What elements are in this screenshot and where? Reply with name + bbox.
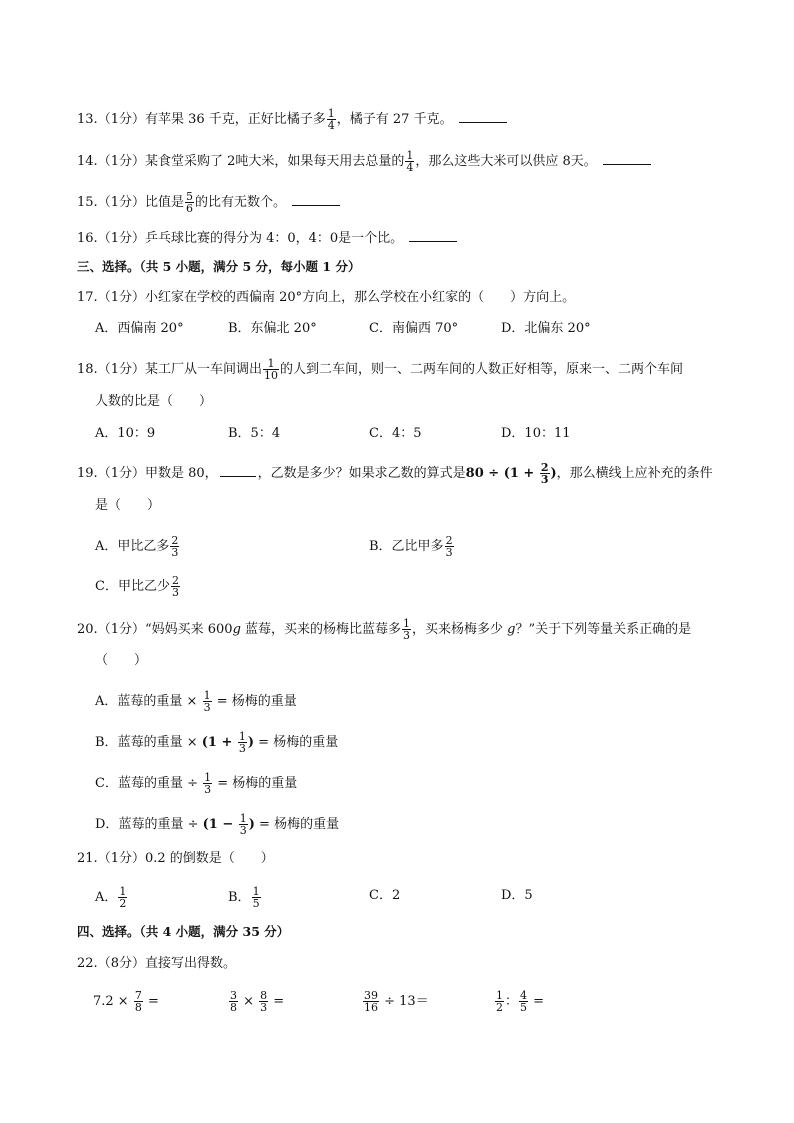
question-score: （1分）: [97, 231, 145, 246]
question-number: 15.: [77, 195, 98, 210]
question-text: ，那么这些大米可以供应 8天。: [415, 154, 597, 169]
calc-item-1: 7.2 × $\frac{7}{8}$ =: [93, 989, 159, 1014]
question-number: 18.: [77, 362, 98, 377]
option-a[interactable]: A．西偏南 20°: [95, 321, 184, 336]
option-b[interactable]: B．乙比甲多 $\frac{2}{3}$: [369, 534, 453, 559]
fraction: $\frac{1}{3}$: [403, 617, 411, 642]
question-18: [77, 358, 683, 381]
option-c[interactable]: C．4：5: [369, 426, 422, 441]
question-score: （8分）: [97, 956, 145, 971]
question-score: （1分）: [97, 154, 145, 169]
formula: 80 ÷ (1 + $\frac{2}{3}$ ): [465, 461, 557, 486]
question-text: 有苹果 36 千克，正好比橘子多: [144, 112, 326, 127]
question-13: [77, 108, 507, 131]
question-number: 21.: [77, 851, 98, 866]
question-14: [77, 150, 651, 173]
question-text: 0.2 的倒数是（ ）: [144, 851, 274, 866]
question-16: [77, 229, 457, 248]
question-text: 某食堂采购了 2吨大米，如果每天用去总量的: [144, 154, 405, 169]
question-number: 16.: [77, 231, 98, 246]
question-17: [77, 289, 575, 307]
question-20: 20.（1分）“妈妈买来 600g 蓝莓，买来的杨梅比蓝莓多 $\frac{1}{3}$ ，买来杨梅多少 g？”关于下列等量关系正确的是: [77, 617, 692, 642]
question-text: 某工厂从一车间调出: [144, 362, 262, 377]
question-text: 直接写出得数。: [144, 956, 236, 971]
option-c[interactable]: C．蓝莓的重量 ÷ $\frac{1}{3}$ = 杨梅的重量: [95, 771, 298, 796]
question-score: （1分）: [97, 112, 145, 127]
question-text-continued: （ ）: [95, 653, 148, 668]
question-22: [77, 955, 236, 973]
section-heading: 三、选择。（共 5 小题，满分 5 分，每小题 1 分）: [77, 259, 361, 274]
option-b[interactable]: B．东偏北 20°: [228, 321, 317, 336]
question-number: 22.: [77, 956, 98, 971]
option-d[interactable]: D．北偏东 20°: [501, 321, 591, 336]
option-b[interactable]: B．5：4: [228, 426, 281, 441]
section-heading: 四、选择。（共 4 小题，满分 35 分）: [77, 924, 290, 939]
question-score: （1分）: [97, 290, 145, 305]
question-score: （1分）: [97, 466, 145, 481]
option-c[interactable]: C．甲比乙少 $\frac{2}{3}$: [95, 574, 179, 599]
answer-blank[interactable]: [459, 110, 507, 123]
answer-blank[interactable]: [220, 464, 256, 477]
option-b[interactable]: B． $\frac{1}{5}$: [228, 885, 260, 910]
question-15: [77, 191, 340, 214]
question-score: （1分）: [97, 851, 145, 866]
question-text: ，那么横线上应补充的条件: [556, 466, 713, 481]
option-d[interactable]: D．蓝莓的重量 ÷ (1 − $\frac{1}{3}$ ) = 杨梅的重量: [95, 812, 340, 837]
option-a[interactable]: A．甲比乙多 $\frac{2}{3}$: [95, 534, 179, 559]
answer-blank[interactable]: [292, 193, 340, 206]
question-text: 乒乓球比赛的得分为 4：0，4：0是一个比。: [144, 231, 404, 246]
question-text-continued: 人数的比是（ ）: [95, 394, 213, 409]
option-c[interactable]: C．南偏西 70°: [369, 321, 459, 336]
question-text: 小红家在学校的西偏南 20°方向上，那么学校在小红家的（ ）方向上。: [144, 290, 576, 305]
question-text: 的比有无数个。: [194, 195, 286, 210]
question-text: ，乙数是多少？如果求乙数的算式是: [257, 466, 466, 481]
question-number: 13.: [77, 112, 98, 127]
question-text: 比值是: [144, 195, 184, 210]
answer-blank[interactable]: [603, 152, 651, 165]
question-number: 14.: [77, 154, 98, 169]
option-d[interactable]: D．10：11: [501, 426, 571, 441]
calc-item-3: $\frac{39}{16}$ ÷ 13＝: [364, 989, 429, 1014]
question-text-continued: 是（ ）: [95, 498, 161, 513]
calc-item-4: $\frac{1}{2}$ ： $\frac{4}{5}$ =: [496, 989, 545, 1014]
fraction: $\frac{1}{4}$: [406, 149, 414, 174]
question-score: （1分）: [97, 622, 145, 637]
option-b[interactable]: B．蓝莓的重量 × (1 + $\frac{1}{3}$ ) = 杨梅的重量: [95, 730, 339, 755]
fraction: $\frac{1}{10}$: [263, 357, 278, 382]
option-d[interactable]: D．5: [501, 888, 533, 903]
question-text: “妈妈买来 600: [144, 622, 233, 637]
question-number: 17.: [77, 290, 98, 305]
question-21: [77, 850, 274, 868]
question-text: 的人到二车间，则一、二两车间的人数正好相等，原来一、二两个车间: [279, 362, 683, 377]
question-text: 甲数是 80，: [144, 466, 218, 481]
question-score: （1分）: [97, 362, 145, 377]
option-c[interactable]: C．2: [369, 888, 401, 903]
answer-blank[interactable]: [409, 229, 457, 242]
option-a[interactable]: A．10：9: [95, 426, 156, 441]
question-number: 20.: [77, 622, 98, 637]
fraction: $\frac{5}{6}$: [185, 190, 193, 215]
question-19: [77, 462, 713, 485]
question-score: （1分）: [97, 195, 145, 210]
option-a[interactable]: A． $\frac{1}{2}$: [95, 885, 127, 910]
fraction: $\frac{1}{4}$: [327, 107, 335, 132]
question-number: 19.: [77, 466, 98, 481]
calc-item-2: $\frac{3}{8}$ × $\frac{8}{3}$ =: [230, 989, 285, 1014]
question-text: ，橘子有 27 千克。: [336, 112, 453, 127]
option-a[interactable]: A．蓝莓的重量 × $\frac{1}{3}$ = 杨梅的重量: [95, 689, 297, 714]
